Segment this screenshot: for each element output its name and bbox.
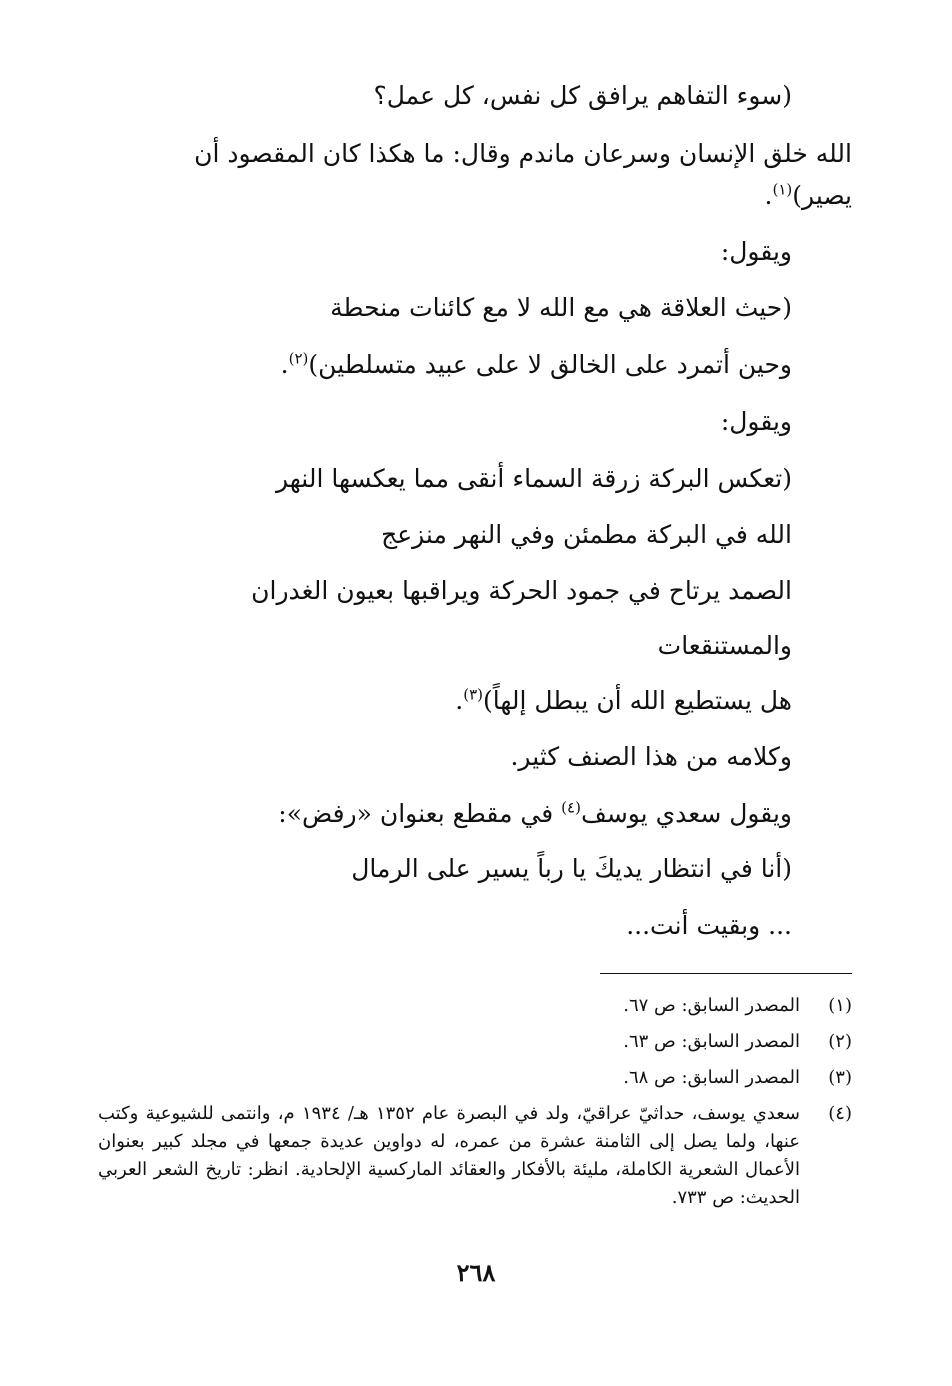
body-line: وكلامه من هذا الصنف كثير. (510, 742, 792, 771)
poem-line: (تعكس البركة زرقة السماء أنقى مما يعكسها النهر (275, 464, 792, 493)
footnote (98, 1028, 852, 1056)
poem-line: هل يستطيع الله أن يبطل إلهاً)$^{(٣)}$. (455, 685, 792, 715)
footnote-ref: (١) (772, 180, 793, 199)
footnote-number: (٤) (828, 1103, 852, 1124)
footnote-number: (٣) (828, 1067, 852, 1088)
body-line: ويقول سعدي يوسف$^{(٤)}$ في مقطع بعنوان «رفض»: (278, 798, 792, 828)
poem-line: الله في البركة مطمئن وفي النهر منزعج (381, 520, 792, 549)
poem-line: (حيث العلاقة هي مع الله لا مع كائنات منحطة (330, 293, 792, 322)
body-line: (سوء التفاهم يرافق كل نفس، كل عمل؟ (373, 81, 792, 110)
footnote (98, 1064, 852, 1092)
footnote-text: المصدر السابق: ص ٦٣. (623, 1031, 800, 1052)
footnote (98, 1100, 852, 1212)
poem-line: وحين أتمرد على الخالق لا على عبيد متسلطين)$^{(٢)}$. (280, 349, 792, 379)
footnote-number: (١) (828, 995, 852, 1016)
body-line: الله خلق الإنسان وسرعان ماندم وقال: ما هكذا كان المقصود أن (194, 139, 852, 168)
poem-line: والمستنقعات (657, 631, 792, 660)
footnote-ref: (٣) (463, 685, 484, 704)
body-line: ويقول: (720, 407, 792, 436)
footnote-text: المصدر السابق: ص ٦٧. (623, 995, 800, 1016)
poem-line: (أنا في انتظار يديكَ يا رباً يسير على الرمال (351, 854, 792, 883)
page-number: ٢٦٨ (456, 1258, 496, 1287)
footnote-number: (٢) (828, 1031, 852, 1052)
body-line: ويقول: (720, 237, 792, 266)
footnote-separator (600, 973, 852, 974)
footnote-text: سعدي يوسف، حداثيّ عراقيّ، ولد في البصرة عام ١٣٥٢ هـ/ ١٩٣٤ م، وانتمى للشيوعية وكتب عنها، ولما يصل إلى الثامنة عشرة من عمره، له دواوين عديدة جمعها في مجلد كبير بعنوان الأعمال الشعرية الكاملة، مليئة بالأفكار والعقائد الماركسية الإلحادية. انظر: تاريخ الشعر العربي الحديث: ص ٧٣٣. (98, 1103, 800, 1208)
poem-line: الصمد يرتاح في جمود الحركة ويراقبها بعيون الغدران (251, 576, 792, 605)
poem-line: ... وبقيت أنت... (626, 911, 792, 940)
body-line: يصير)$^{(١)}$. (764, 180, 852, 210)
footnote-ref: (٢) (288, 349, 309, 368)
footnote (98, 992, 852, 1020)
footnote-text: المصدر السابق: ص ٦٨. (623, 1067, 800, 1088)
footnote-ref: (٤) (561, 798, 581, 817)
